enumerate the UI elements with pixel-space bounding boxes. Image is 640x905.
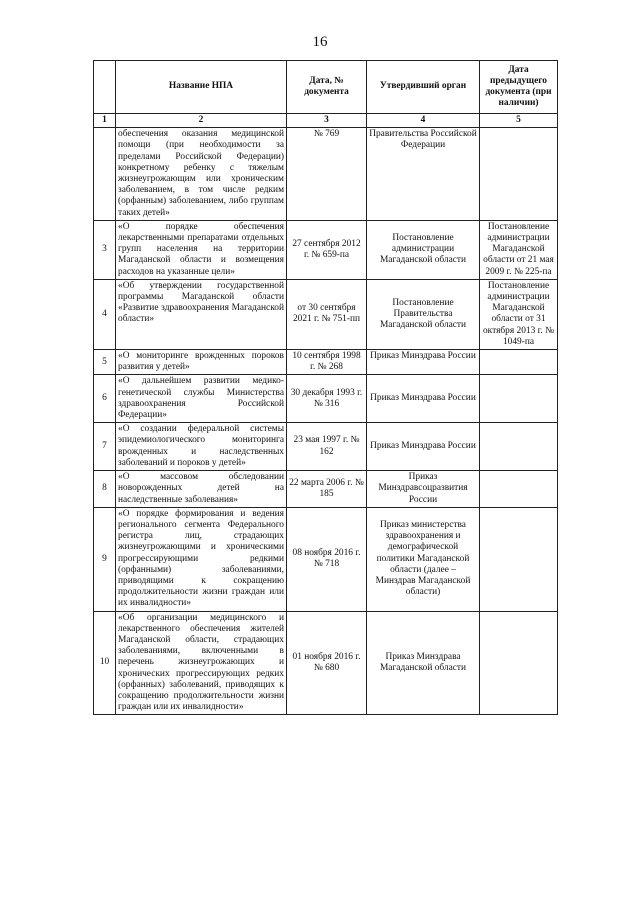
row-date: 22 марта 2006 г. № 185 — [287, 471, 367, 508]
row-name: «Об организации медицинского и лекарственного обеспечения жителей Магаданской области, страдающих заболеваниями, включенными в перечень жизнеугрожающих и хронических прогрессирующих редких (орфанных) заболеваний, приводящих к сокращению продолжительности жизни граждан или их инвалидности» — [116, 611, 287, 715]
column-numbers-row — [94, 114, 558, 128]
row-date: 08 ноября 2016 г. № 718 — [287, 507, 367, 611]
col-number: 3 — [287, 114, 367, 128]
row-number: 3 — [94, 220, 116, 279]
row-organ: Приказ Минздравсоцразвития России — [367, 471, 480, 508]
col-number: 4 — [367, 114, 480, 128]
header-name: Название НПА — [116, 61, 287, 114]
row-date: 27 сентября 2012 г. № 659-па — [287, 220, 367, 279]
row-number: 8 — [94, 471, 116, 508]
header-organ: Утвердивший орган — [367, 61, 480, 114]
npa-table — [93, 60, 558, 715]
row-prev — [480, 375, 558, 423]
row-organ: Постановление Правительства Магаданской области — [367, 279, 480, 349]
row-name: «Об утверждении государственной программы Магаданской области «Развитие здравоохранения Магаданской области» — [116, 279, 287, 349]
row-date: № 769 — [287, 128, 367, 221]
row-number: 7 — [94, 423, 116, 471]
table-row — [94, 471, 558, 508]
row-date: 30 декабря 1993 г. № 316 — [287, 375, 367, 423]
row-prev — [480, 350, 558, 375]
col-number: 1 — [94, 114, 116, 128]
table-row — [94, 350, 558, 375]
row-prev — [480, 128, 558, 221]
row-organ: Постановление администрации Магаданской области — [367, 220, 480, 279]
table-row — [94, 279, 558, 349]
row-date: 23 мая 1997 г. № 162 — [287, 423, 367, 471]
col-number: 2 — [116, 114, 287, 128]
row-organ: Правительства Российской Федерации — [367, 128, 480, 221]
row-name: «О порядке формирования и ведения регионального сегмента Федерального регистра лиц, страдающих жизнеугрожающими и хроническими прогрессирующими редкими (орфанными) заболеваниями, приводящими к сокращению продолжительности жизни граждан или их инвалидности» — [116, 507, 287, 611]
row-name: «О мониторинге врожденных пороков развития у детей» — [116, 350, 287, 375]
table-row — [94, 220, 558, 279]
row-prev: Постановление администрации Магаданской области от 21 мая 2009 г. № 225-па — [480, 220, 558, 279]
row-prev — [480, 611, 558, 715]
row-name: «О массовом обследовании новорожденных детей на наследственные заболевания» — [116, 471, 287, 508]
row-number: 6 — [94, 375, 116, 423]
row-organ: Приказ Минздрава России — [367, 350, 480, 375]
row-date: 01 ноября 2016 г. № 680 — [287, 611, 367, 715]
page-number: 16 — [312, 34, 328, 50]
row-organ: Приказ Минздрава России — [367, 375, 480, 423]
row-name: «О создании федеральной системы эпидемиологического мониторинга врожденных и наследственных заболеваний и пороков у детей» — [116, 423, 287, 471]
row-organ: Приказ Минздрава России — [367, 423, 480, 471]
row-prev — [480, 423, 558, 471]
row-name: «О порядке обеспечения лекарственными препаратами отдельных групп населения на территории Магаданской области и возмещения расходов на указанные цели» — [116, 220, 287, 279]
row-prev — [480, 471, 558, 508]
table-row — [94, 375, 558, 423]
row-prev — [480, 507, 558, 611]
table-row — [94, 611, 558, 715]
row-number: 4 — [94, 279, 116, 349]
row-number: 9 — [94, 507, 116, 611]
col-number: 5 — [480, 114, 558, 128]
row-name: обеспечения оказания медицинской помощи (при необходимости за пределами Российской Федерации) конкретному ребенку с тяжелым жизнеугрожающим или хроническим заболеванием, в том числе редким (орфанным) заболеванием, либо группам таких детей» — [116, 128, 287, 221]
row-organ: Приказ Минздрава Магаданской области — [367, 611, 480, 715]
row-number: 10 — [94, 611, 116, 715]
table-header-row — [94, 61, 558, 114]
row-name: «О дальнейшем развитии медико-генетической службы Министерства здравоохранения Российской Федерации» — [116, 375, 287, 423]
table-row — [94, 423, 558, 471]
table-row — [94, 507, 558, 611]
row-prev: Постановление администрации Магаданской области от 31 октября 2013 г. № 1049-па — [480, 279, 558, 349]
row-number — [94, 128, 116, 221]
row-organ: Приказ министерства здравоохранения и демографической политики Магаданской области (далее – Минздрав Магаданской области) — [367, 507, 480, 611]
row-date: от 30 сентября 2021 г. № 751-пп — [287, 279, 367, 349]
header-prev: Дата предыдущего документа (при наличии) — [480, 61, 558, 114]
row-number: 5 — [94, 350, 116, 375]
row-date: 10 сентября 1998 г. № 268 — [287, 350, 367, 375]
header-col1 — [94, 61, 116, 114]
table-row — [94, 128, 558, 221]
header-date: Дата, № документа — [287, 61, 367, 114]
